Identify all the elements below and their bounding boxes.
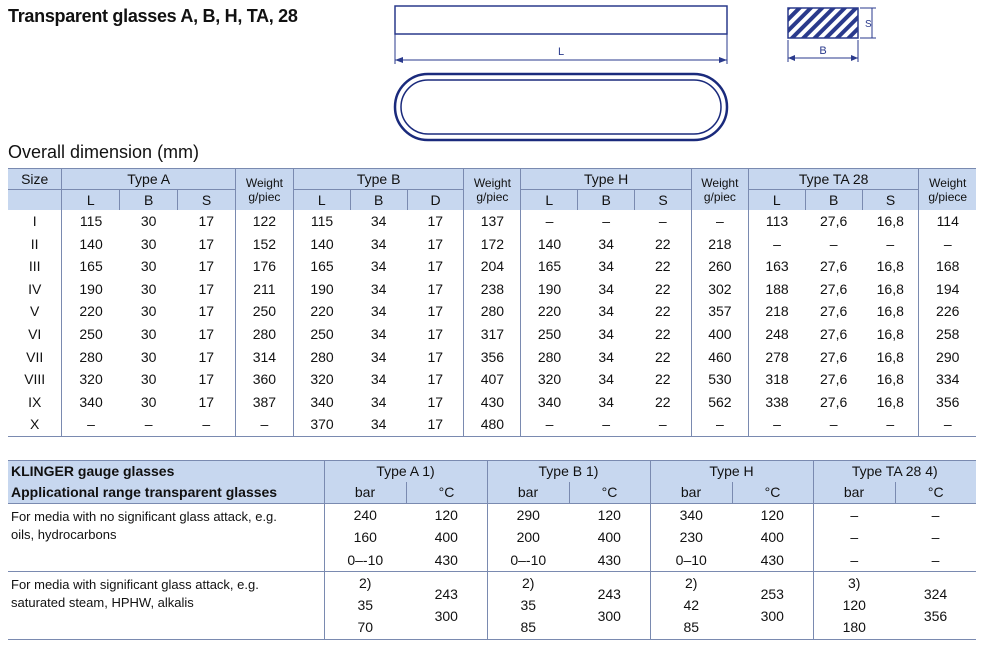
value-cell: 17 [198, 235, 215, 252]
value-cell: – [748, 413, 805, 436]
value-cell: 16,8 [876, 371, 904, 388]
value-cell: – [235, 413, 293, 436]
value-cell: 250 [293, 323, 350, 346]
value-cell: – [635, 413, 692, 436]
size-header: Size [8, 169, 62, 190]
value-cell: 22 [654, 235, 671, 252]
value-cell: 260 [691, 255, 748, 278]
value-cell: 356 [464, 346, 521, 369]
type-ta28-header: Type TA 28 [748, 169, 919, 190]
value-cell: 16,8 [876, 280, 904, 297]
value-cell: 30 [140, 325, 157, 342]
value-cell: 34 [370, 235, 387, 252]
value-cell: 370 [293, 413, 350, 436]
glass-side-drawing [385, 2, 735, 144]
value-cell: – [919, 413, 976, 436]
value-cell: 27,6 [820, 280, 848, 297]
value-cell: 17 [198, 213, 215, 229]
section-title: Overall dimension (mm) [8, 142, 200, 162]
value-cell: 16,8 [876, 213, 904, 229]
temperature-cell: 324 356 [895, 571, 976, 639]
size-cell: I [32, 213, 37, 229]
value-cell: 280 [235, 323, 293, 346]
value-cell: 280 [464, 300, 521, 323]
value-cell: 34 [370, 371, 387, 388]
weight-b-header: Weight g/piec [464, 169, 521, 211]
value-cell: 34 [350, 413, 407, 436]
value-cell: 140 [62, 233, 120, 256]
value-cell: 17 [198, 348, 215, 365]
pressure-cell: 3) 120 180 [813, 571, 895, 639]
value-cell: 407 [464, 368, 521, 391]
value-cell: 34 [598, 371, 614, 388]
value-cell: 34 [370, 280, 387, 297]
size-cell: IV [28, 280, 42, 297]
table-row [8, 346, 976, 369]
value-cell: 334 [919, 368, 976, 391]
pressure-cell: 2) 42 85 [650, 571, 732, 639]
size-cell: VII [26, 348, 44, 365]
value-cell: 27,6 [820, 325, 848, 342]
width-label: B [819, 45, 827, 57]
app-header-title: KLINGER gauge glasses [8, 461, 324, 483]
value-cell: 22 [654, 303, 671, 320]
thickness-label: S [865, 19, 872, 30]
value-cell: 278 [748, 346, 805, 369]
value-cell: 194 [919, 278, 976, 301]
value-cell: 250 [235, 300, 293, 323]
value-cell: 226 [919, 300, 976, 323]
value-cell: 122 [235, 210, 293, 233]
value-cell: 220 [293, 300, 350, 323]
value-cell: 34 [370, 258, 387, 275]
value-cell: 34 [598, 325, 614, 342]
type-a-header: Type A [62, 169, 236, 190]
value-cell: 115 [293, 210, 350, 233]
value-cell: – [521, 413, 578, 436]
value-cell: 22 [654, 371, 671, 388]
value-cell: 16,8 [876, 348, 904, 365]
value-cell: 17 [198, 258, 215, 275]
value-cell: 250 [62, 323, 120, 346]
pressure-cell: 2) 35 85 [487, 571, 569, 639]
value-cell: 460 [691, 346, 748, 369]
value-cell: 168 [919, 255, 976, 278]
value-cell: 113 [748, 210, 805, 233]
value-cell: 190 [293, 278, 350, 301]
value-cell: 17 [427, 348, 444, 365]
value-cell: 172 [464, 233, 521, 256]
value-cell: – [691, 210, 748, 233]
weight-h-header: Weight g/piec [691, 169, 748, 211]
app-header-subtitle: Applicational range transparent glasses [8, 482, 324, 504]
value-cell: 34 [598, 235, 614, 252]
value-cell: 115 [62, 210, 120, 233]
value-cell: 114 [919, 210, 976, 233]
value-cell: 357 [691, 300, 748, 323]
col-b-d: D [407, 190, 464, 211]
value-cell: 320 [293, 368, 350, 391]
value-cell: – [658, 213, 667, 229]
value-cell: 30 [140, 213, 157, 229]
value-cell: 22 [654, 280, 671, 297]
unit-bar: bar [813, 482, 895, 504]
col-a-s: S [178, 190, 236, 211]
value-cell: 17 [427, 393, 444, 410]
value-cell: 34 [598, 258, 614, 275]
value-cell: 176 [235, 255, 293, 278]
value-cell: 238 [464, 278, 521, 301]
col-a-b: B [120, 190, 178, 211]
value-cell: 302 [691, 278, 748, 301]
value-cell: – [862, 413, 919, 436]
pressure-cell: 290 200 0–-10 [487, 504, 569, 572]
size-cell: VI [28, 325, 42, 342]
value-cell: 22 [654, 325, 671, 342]
table-row [8, 391, 976, 414]
weight-ta28-header: Weight g/piece [919, 169, 976, 211]
size-cell: IX [28, 393, 42, 410]
page-title: Transparent glasses A, B, H, TA, 28 [8, 6, 298, 26]
value-cell: – [62, 413, 120, 436]
value-cell: 204 [464, 255, 521, 278]
value-cell: 30 [140, 280, 157, 297]
temperature-cell: 120 400 430 [569, 504, 650, 572]
col-ta-l: L [748, 190, 805, 211]
value-cell: 165 [521, 255, 578, 278]
type-b-header: Type B [293, 169, 464, 190]
value-cell: 17 [427, 371, 444, 388]
value-cell: 30 [140, 393, 157, 410]
value-cell: 17 [427, 280, 444, 297]
value-cell: 190 [62, 278, 120, 301]
value-cell: 211 [235, 278, 293, 301]
value-cell: 360 [235, 368, 293, 391]
table-row [8, 323, 976, 346]
value-cell: 400 [691, 323, 748, 346]
pressure-cell: – – – [813, 504, 895, 572]
app-type-h: Type H [650, 461, 813, 483]
col-h-l: L [521, 190, 578, 211]
unit-celsius: °C [569, 482, 650, 504]
value-cell: 22 [654, 393, 671, 410]
col-a-l: L [62, 190, 120, 211]
value-cell: 17 [407, 413, 464, 436]
value-cell: 188 [748, 278, 805, 301]
size-cell: V [30, 303, 40, 320]
col-ta-s: S [862, 190, 919, 211]
value-cell: 530 [691, 368, 748, 391]
value-cell: 27,6 [820, 371, 848, 388]
value-cell: 140 [521, 233, 578, 256]
col-h-b: B [578, 190, 635, 211]
value-cell: 220 [62, 300, 120, 323]
size-cell: X [8, 413, 62, 436]
app-type-ta28: Type TA 28 4) [813, 461, 976, 483]
pressure-cell: 340 230 0–10 [650, 504, 732, 572]
value-cell: 30 [140, 303, 157, 320]
value-cell: 280 [293, 346, 350, 369]
value-cell: 320 [521, 368, 578, 391]
value-cell: 218 [748, 300, 805, 323]
table-row [8, 278, 976, 301]
value-cell: 290 [919, 346, 976, 369]
size-cell: II [30, 235, 39, 252]
value-cell: 340 [521, 391, 578, 414]
value-cell: 137 [464, 210, 521, 233]
value-cell: 34 [370, 393, 387, 410]
value-cell: 356 [919, 391, 976, 414]
value-cell: 190 [521, 278, 578, 301]
value-cell: 22 [654, 348, 671, 365]
value-cell: 320 [62, 368, 120, 391]
value-cell: 30 [140, 371, 157, 388]
value-cell: 34 [598, 280, 614, 297]
col-b-b: B [350, 190, 407, 211]
application-rows [8, 504, 976, 640]
media-description: For media with significant glass attack, e.g. saturated steam, HPHW, alkalis [8, 571, 324, 639]
value-cell: 152 [235, 233, 293, 256]
unit-bar: bar [650, 482, 732, 504]
value-cell: 16,8 [876, 325, 904, 342]
unit-celsius: °C [895, 482, 976, 504]
value-cell: 16,8 [876, 393, 904, 410]
value-cell: – [578, 413, 635, 436]
value-cell: 258 [919, 323, 976, 346]
col-ta-b: B [805, 190, 862, 211]
value-cell: 480 [464, 413, 521, 436]
value-cell: 220 [521, 300, 578, 323]
value-cell: 165 [293, 255, 350, 278]
weight-a-header: Weight g/piec [235, 169, 293, 211]
value-cell: 27,6 [820, 303, 848, 320]
value-cell: 17 [427, 303, 444, 320]
value-cell: – [602, 213, 611, 229]
temperature-cell: 243 300 [406, 571, 487, 639]
unit-bar: bar [324, 482, 406, 504]
value-cell: – [120, 413, 178, 436]
value-cell: – [521, 210, 578, 233]
value-cell: 250 [521, 323, 578, 346]
value-cell: 163 [748, 255, 805, 278]
value-cell: – [805, 413, 862, 436]
temperature-cell: 120 400 430 [406, 504, 487, 572]
value-cell: 34 [370, 303, 387, 320]
value-cell: 17 [427, 258, 444, 275]
media-description: For media with no significant glass attack, e.g. oils, hydrocarbons [8, 504, 324, 572]
value-cell: 17 [198, 280, 215, 297]
table-row [8, 368, 976, 391]
dimension-table [8, 168, 976, 437]
value-cell: 34 [598, 393, 614, 410]
value-cell: 34 [598, 348, 614, 365]
value-cell: 218 [691, 233, 748, 256]
temperature-cell: – – – [895, 504, 976, 572]
value-cell: 17 [198, 371, 215, 388]
col-b-l: L [293, 190, 350, 211]
value-cell: 17 [427, 325, 444, 342]
temperature-cell: 120 400 430 [732, 504, 813, 572]
value-cell: 22 [654, 258, 671, 275]
table-row [8, 571, 976, 639]
value-cell: – [919, 233, 976, 256]
size-cell: III [28, 258, 41, 275]
pressure-cell: 240 160 0–-10 [324, 504, 406, 572]
table-row [8, 413, 976, 436]
app-type-b: Type B 1) [487, 461, 650, 483]
size-cell: VIII [24, 371, 46, 388]
value-cell: 16,8 [876, 303, 904, 320]
value-cell: – [691, 413, 748, 436]
value-cell: 338 [748, 391, 805, 414]
value-cell: 314 [235, 346, 293, 369]
table-row [8, 255, 976, 278]
value-cell: 17 [427, 235, 444, 252]
value-cell: 34 [598, 303, 614, 320]
value-cell: 140 [293, 233, 350, 256]
unit-bar: bar [487, 482, 569, 504]
app-type-a: Type A 1) [324, 461, 487, 483]
value-cell: – [748, 233, 805, 256]
table-row [8, 210, 976, 233]
value-cell: 27,6 [820, 213, 848, 229]
value-cell: 27,6 [820, 258, 848, 275]
value-cell: 27,6 [820, 348, 848, 365]
table-row [8, 300, 976, 323]
value-cell: 340 [62, 391, 120, 414]
value-cell: 280 [62, 346, 120, 369]
value-cell: – [886, 235, 895, 252]
value-cell: 248 [748, 323, 805, 346]
temperature-cell: 243 300 [569, 571, 650, 639]
type-h-header: Type H [521, 169, 692, 190]
value-cell: 17 [198, 303, 215, 320]
value-cell: 17 [427, 213, 444, 229]
application-table [8, 460, 976, 640]
value-cell: 318 [748, 368, 805, 391]
value-cell: 27,6 [820, 393, 848, 410]
value-cell: 430 [464, 391, 521, 414]
value-cell: 340 [293, 391, 350, 414]
value-cell: 17 [198, 325, 215, 342]
value-cell: 317 [464, 323, 521, 346]
unit-celsius: °C [406, 482, 487, 504]
value-cell: 16,8 [876, 258, 904, 275]
table-row [8, 504, 976, 572]
value-cell: 30 [140, 348, 157, 365]
length-label: L [557, 46, 565, 58]
value-cell: 34 [370, 213, 387, 229]
value-cell: 34 [370, 325, 387, 342]
value-cell: 165 [62, 255, 120, 278]
unit-celsius: °C [732, 482, 813, 504]
pressure-cell: 2) 35 70 [324, 571, 406, 639]
table-row [8, 233, 976, 256]
value-cell: 34 [370, 348, 387, 365]
value-cell: 387 [235, 391, 293, 414]
value-cell: 280 [521, 346, 578, 369]
value-cell: – [178, 413, 236, 436]
dimension-rows [8, 210, 976, 436]
value-cell: 30 [140, 258, 157, 275]
value-cell: 17 [198, 393, 215, 410]
value-cell: 562 [691, 391, 748, 414]
value-cell: – [829, 235, 838, 252]
value-cell: 30 [140, 235, 157, 252]
temperature-cell: 253 300 [732, 571, 813, 639]
col-h-s: S [635, 190, 692, 211]
glass-section-drawing [780, 2, 890, 64]
